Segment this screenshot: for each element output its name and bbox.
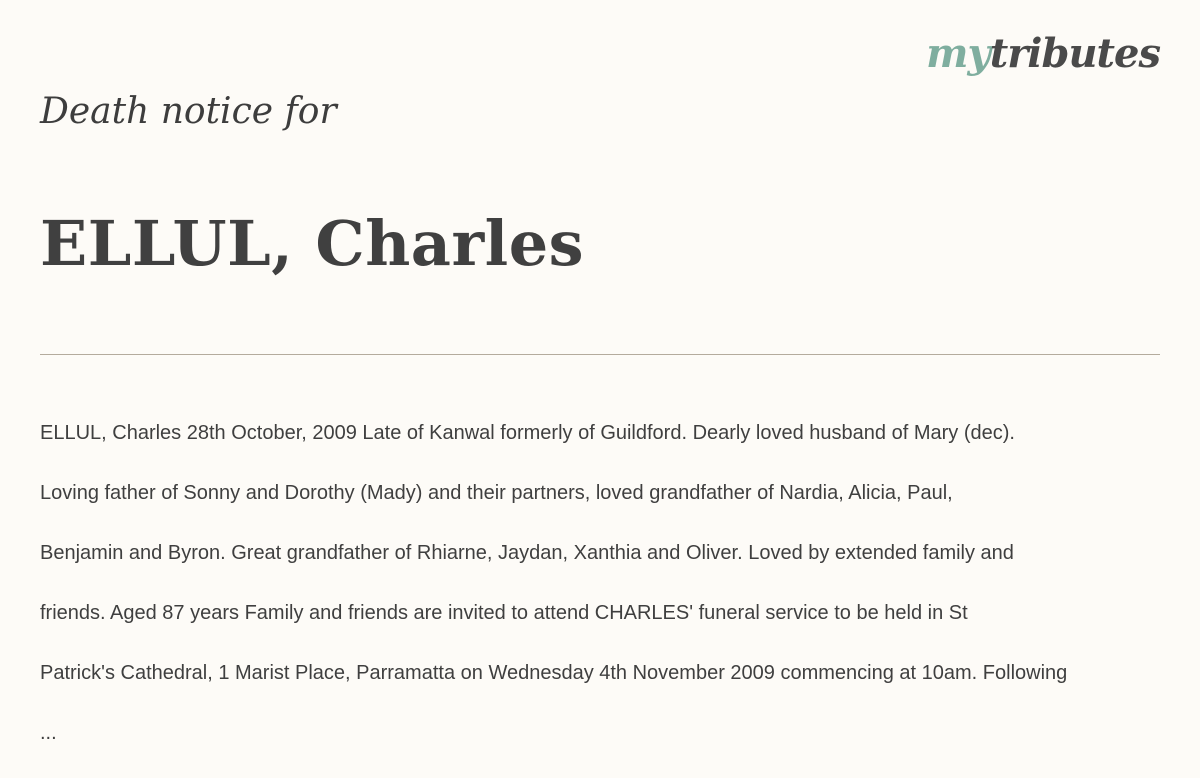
notice-line: Benjamin and Byron. Great grandfather of Rhiarne, Jaydan, Xanthia and Oliver. Loved by extended family and	[40, 542, 1014, 564]
notice-line: friends. Aged 87 years Family and friends are invited to attend CHARLES' funeral service to be held in St	[40, 602, 968, 624]
notice-line: ELLUL, Charles 28th October, 2009 Late of Kanwal formerly of Guildford. Dearly loved husband of Mary (dec).	[40, 422, 1015, 444]
notice-body	[40, 388, 1190, 778]
deceased-name: ELLUL, Charles	[40, 207, 585, 280]
notice-line: Patrick's Cathedral, 1 Marist Place, Parramatta on Wednesday 4th November 2009 commencing at 10am. Following	[40, 662, 1068, 684]
logo-my: my	[926, 30, 990, 77]
divider	[40, 354, 1160, 355]
notice-ellipsis: ...	[40, 722, 57, 744]
logo-tributes: tributes	[989, 30, 1160, 77]
mytributes-logo[interactable]	[926, 30, 1160, 77]
notice-line: Loving father of Sonny and Dorothy (Mady) and their partners, loved grandfather of Nardia, Alicia, Paul,	[40, 482, 953, 504]
notice-kicker: Death notice for	[40, 91, 337, 132]
